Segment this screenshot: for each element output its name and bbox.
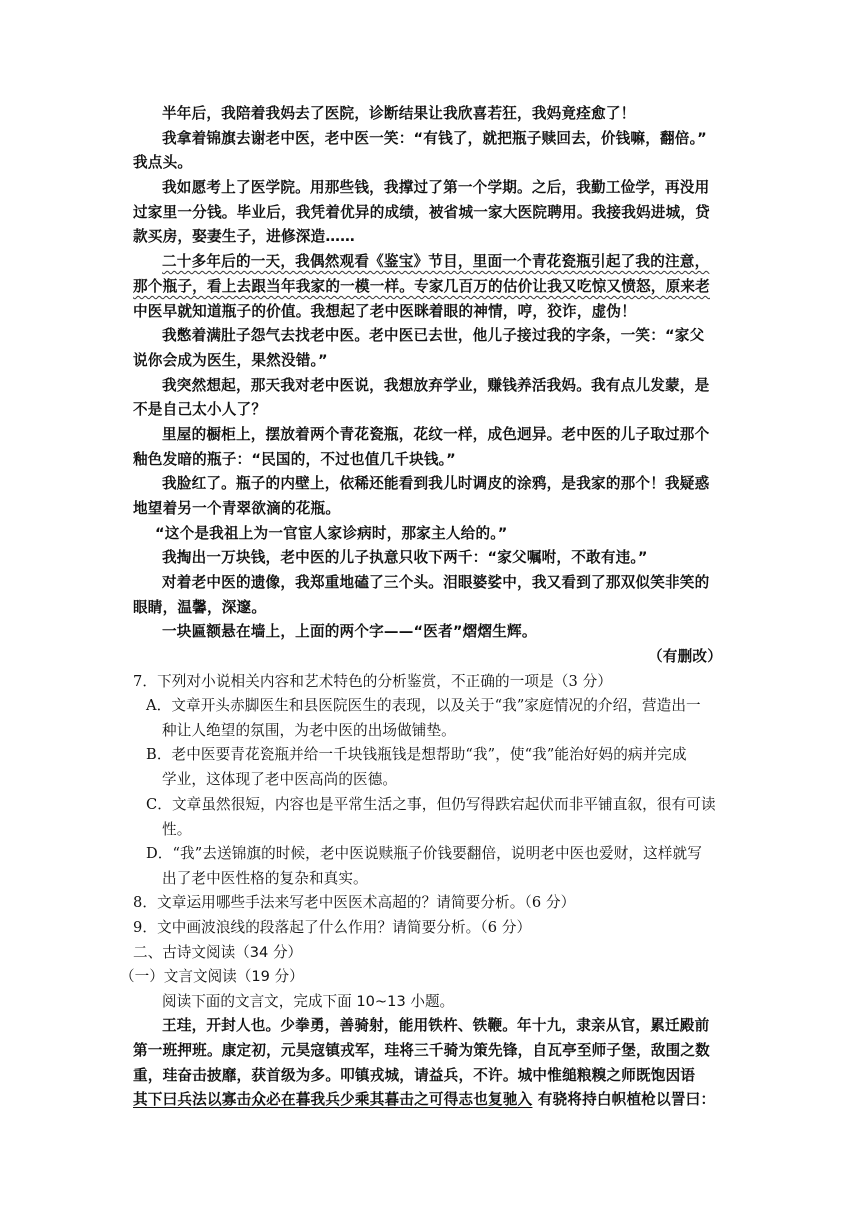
question-9: 9．文中画波浪线的段落起了什么作用？请简要分析。（6 分） (133, 919, 532, 936)
story-line: 不是自己太小人了？ (133, 401, 267, 418)
classical-text-line: 王珪，开封人也。少拳勇，善骑射，能用铁杵、铁鞭。年十九，隶亲从官，累迁殿前 (162, 1017, 710, 1034)
classical-text-line: 第一班押班。康定初，元昊寇镇戎军，珪将三千骑为策先锋，自瓦亭至师子堡，敌围之数 (133, 1042, 710, 1059)
story-line: 款买房，娶妻生子，进修深造…… (133, 228, 355, 245)
story-line: 我憋着满肚子怨气去找老中医。老中医已去世，他儿子接过我的字条，一笑：“家父 (162, 327, 705, 344)
story-line: 我突然想起，那天我对老中医说，我想放弃学业，赚钱养活我妈。我有点儿发蒙，是 (162, 377, 710, 394)
story-line: 我点头。 (133, 154, 193, 171)
wavy-paragraph-line (0, 252, 860, 276)
subsection-title: （一）文言文阅读（19 分） (120, 968, 304, 985)
option-b: B．老中医要青花瓷瓶并给一千块钱瓶钱是想帮助“我”，使“我”能治好妈的病并完成 (146, 746, 687, 763)
story-line: 我脸红了。瓶子的内壁上，依稀还能看到我儿时调皮的涂鸦，是我家的那个！我疑惑 (162, 475, 710, 492)
instruction: 阅读下面的文言文，完成下面 10~13 小题。 (162, 993, 455, 1010)
story-line: 过家里一分钱。毕业后，我凭着优异的成绩，被省城一家大医院聘用。我接我妈进城，贷 (133, 204, 710, 221)
story-line: “这个是我祖上为一官宦人家诊病时，那家主人给的。” (155, 525, 508, 542)
option-d: D．“我”去送锦旗的时候，老中医说赎瓶子价钱要翻倍，说明老中医也爱财，这样就写 (146, 845, 702, 862)
wavy-paragraph-line (0, 277, 860, 301)
story-line: 半年后，我陪着我妈去了医院，诊断结果让我欣喜若狂，我妈竟痊愈了！ (162, 105, 636, 122)
option-d-cont: 出了老中医性格的复杂和真实。 (162, 870, 368, 887)
story-line: 我如愿考上了医学院。用那些钱，我撑过了第一个学期。之后，我勤工俭学，再没用 (162, 179, 710, 196)
section-title: 二、古诗文阅读（34 分） (133, 944, 303, 961)
option-a: A．文章开头赤脚医生和县医院医生的表现，以及关于“我”家庭情况的介绍，营造出一 (146, 697, 701, 714)
option-c-cont: 性。 (162, 821, 192, 838)
question-8: 8．文章运用哪些手法来写老中医医术高超的？请简要分析。（6 分） (133, 894, 576, 911)
underlined-text: 其下曰兵法以寡击众必在暮我兵少乘其暮击之可得志也复驰入 (133, 1091, 533, 1108)
story-line: 一块匾额悬在墙上，上面的两个字——“医者”熠熠生辉。 (162, 623, 537, 640)
story-line: 对着老中医的遗像，我郑重地磕了三个头。泪眼婆娑中，我又看到了那双似笑非笑的 (162, 574, 710, 591)
story-line: 地望着另一个青翠欲滴的花瓶。 (133, 500, 341, 517)
story-line: 中医早就知道瓶子的价值。我想起了老中医眯着眼的神情，哼，狡诈，虚伪！ (133, 303, 636, 320)
story-line: 说你会成为医生，果然没错。” (133, 352, 328, 369)
classical-text-line (0, 1090, 860, 1110)
option-b-cont: 学业，这体现了老中医高尚的医德。 (162, 771, 398, 788)
option-c: C．文章虽然很短，内容也是平常生活之事，但仍写得跌宕起伏而非平铺直叙，很有可读 (146, 796, 716, 813)
story-line: 我掏出一万块钱，老中医的儿子执意只收下两千：“家父嘱咐，不敢有违。” (162, 549, 648, 566)
story-line: 里屋的橱柜上，摆放着两个青花瓷瓶，花纹一样，成色迥异。老中医的儿子取过那个 (162, 426, 710, 443)
classical-text-tail: 有骁将持白帜植枪以詈曰： (532, 1091, 716, 1108)
wavy-text: 二十多年后的一天，我偶然观看《鉴宝》节目，里面一个青花瓷瓶引起了我的注意， (162, 253, 710, 270)
classical-text-line: 重，珪奋击披靡，获首级为多。叩镇戎城，请益兵，不许。城中惟缒粮糗之师既饱因语 (133, 1067, 696, 1084)
story-line: 我拿着锦旗去谢老中医，老中医一笑：“有钱了，就把瓶子赎回去，价钱嘛，翻倍。” (162, 130, 707, 147)
wavy-text: 那个瓶子，看上去跟当年我家的一模一样。专家几百万的估价让我又吃惊又愤怒，原来老 (133, 278, 710, 295)
question-7: 7．下列对小说相关内容和艺术特色的分析鉴赏，不正确的一项是（3 分） (133, 673, 613, 690)
option-a-cont: 种让人绝望的氛围，为老中医的出场做铺垫。 (162, 722, 456, 739)
edit-note: （有删改） (648, 648, 722, 665)
story-line: 眼睛，温馨，深邃。 (133, 599, 267, 616)
story-line: 釉色发暗的瓶子：“民国的，不过也值几千块钱。” (133, 451, 456, 468)
